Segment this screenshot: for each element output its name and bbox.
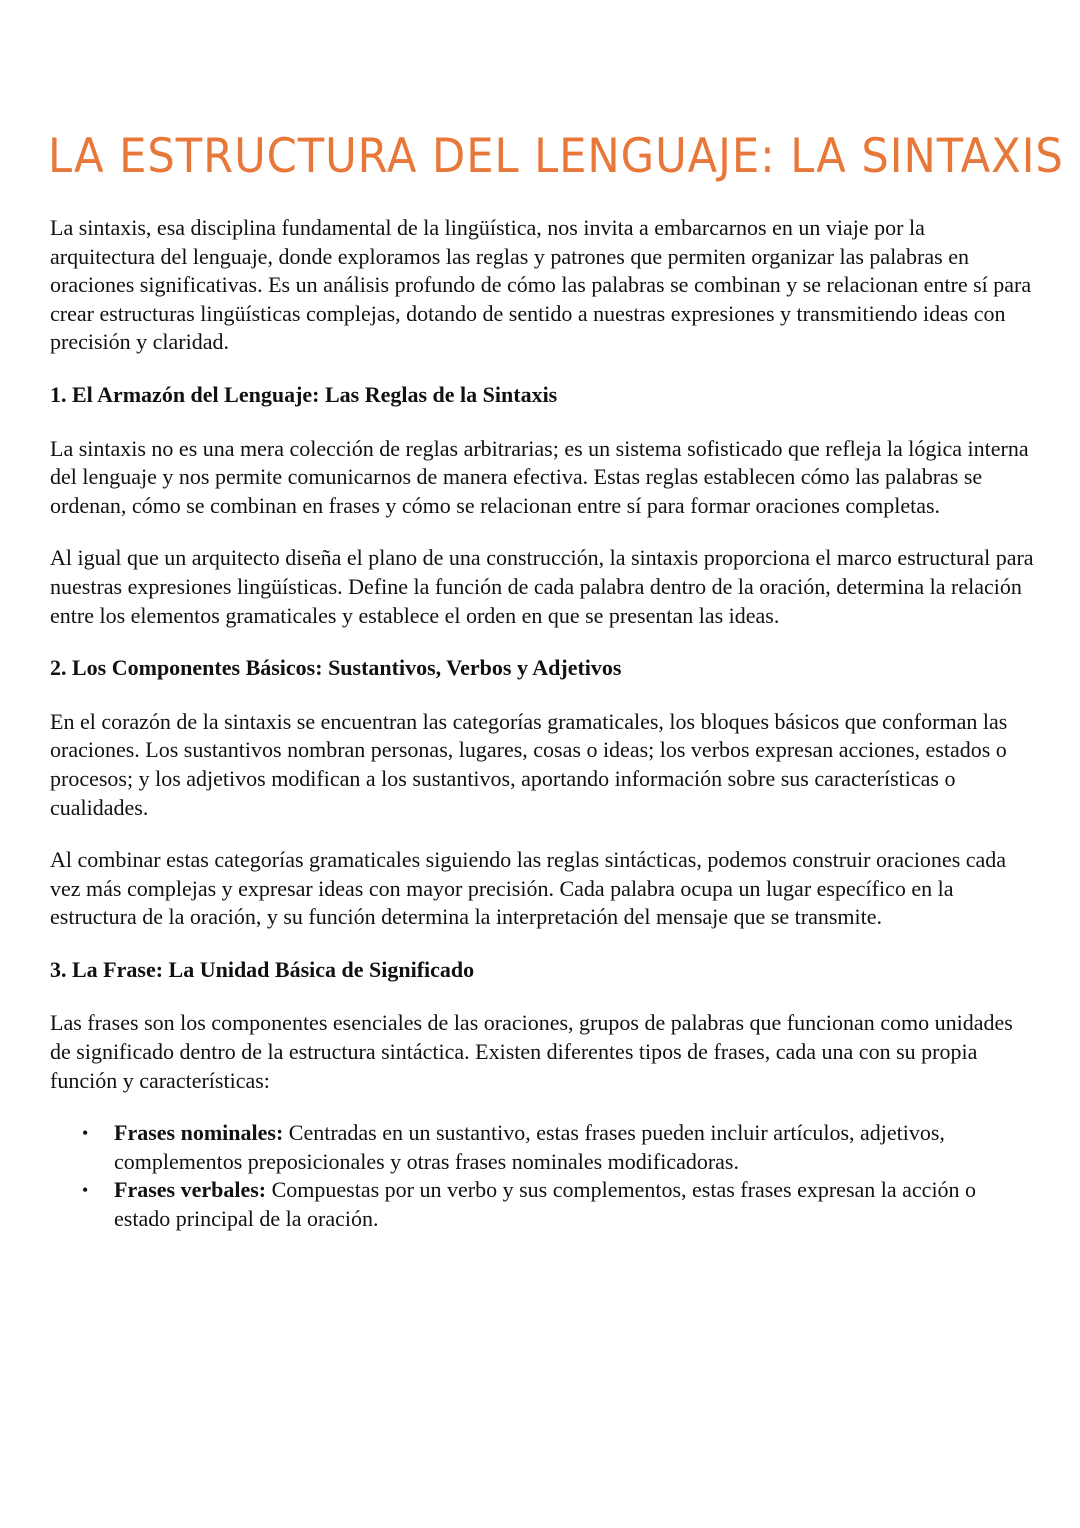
section-1-paragraph-2: Al igual que un arquitecto diseña el plano de una construcción, la sintaxis proporciona el marco estructural para nuestras expresiones lingüísticas. Define la función de cada palabra dentro de la oración, determina la relación entre los elementos gramaticales y establece el orden en que se presentan las ideas.: [50, 545, 1034, 628]
phrase-types-list: [50, 1119, 1035, 1233]
section-2-paragraph-1: En el corazón de la sintaxis se encuentran las categorías gramaticales, los bloques básicos que conforman las oraciones. Los sustantivos nombran personas, lugares, cosas o ideas; los verbos expresan acciones, estados o procesos; y los adjetivos modifican a los sustantivos, aportando información sobre sus características o cualidades.: [50, 708, 1008, 820]
list-item-term: Frases nominales:: [114, 1120, 284, 1146]
list-item-term: Frases verbales:: [114, 1177, 267, 1203]
list-item-text: Compuestas por un verbo y sus complementos, estas frases expresan la acción o estado principal de la oración.: [114, 1177, 977, 1232]
bullet-icon: •: [82, 1123, 89, 1144]
bullet-icon: •: [82, 1180, 89, 1201]
page-title: LA ESTRUCTURA DEL LENGUAJE: LA SINTAXIS: [48, 129, 1064, 184]
list-item-text: Centradas en un sustantivo, estas frases pueden incluir artículos, adjetivos, complementos preposicionales y otras frases nominales modificadoras.: [114, 1120, 945, 1174]
intro-paragraph: La sintaxis, esa disciplina fundamental de la lingüística, nos invita a embarcarnos en un viaje por la arquitectura del lenguaje, donde exploramos las reglas y patrones que permiten organizar las palabras en oraciones significativas. Es un análisis profundo de cómo las palabras se combinan y se relacionan entre sí para crear estructuras lingüísticas complejas, dotando de sentido a nuestras expresiones y transmitiendo ideas con precisión y claridad.: [50, 215, 1032, 355]
section-2-heading: 2. Los Componentes Básicos: Sustantivos, Verbos y Adjetivos: [50, 655, 622, 681]
list-item: [50, 1176, 1035, 1233]
section-3-heading: 3. La Frase: La Unidad Básica de Significado: [50, 956, 475, 982]
section-3-paragraph-1: Las frases son los componentes esenciales de las oraciones, grupos de palabras que funcionan como unidades de significado dentro de la estructura sintáctica. Existen diferentes tipos de frases, cada una con su propia función y características:: [50, 1010, 1013, 1093]
list-item: [50, 1119, 1035, 1176]
document-body: [50, 214, 1035, 1234]
section-1-paragraph-1: La sintaxis no es una mera colección de reglas arbitrarias; es un sistema sofisticado que refleja la lógica interna del lenguaje y nos permite comunicarnos de manera efectiva. Estas reglas establecen cómo las palabras se ordenan, cómo se combinan en frases y cómo se relacionan entre sí para formar oraciones completas.: [50, 435, 1029, 518]
section-2-paragraph-2: Al combinar estas categorías gramaticales siguiendo las reglas sintácticas, podemos construir oraciones cada vez más complejas y expresar ideas con mayor precisión. Cada palabra ocupa un lugar específico en la estructura de la oración, y su función determina la interpretación del mensaje que se transmite.: [50, 847, 1007, 930]
section-1-heading: 1. El Armazón del Lenguaje: Las Reglas de la Sintaxis: [50, 381, 558, 407]
